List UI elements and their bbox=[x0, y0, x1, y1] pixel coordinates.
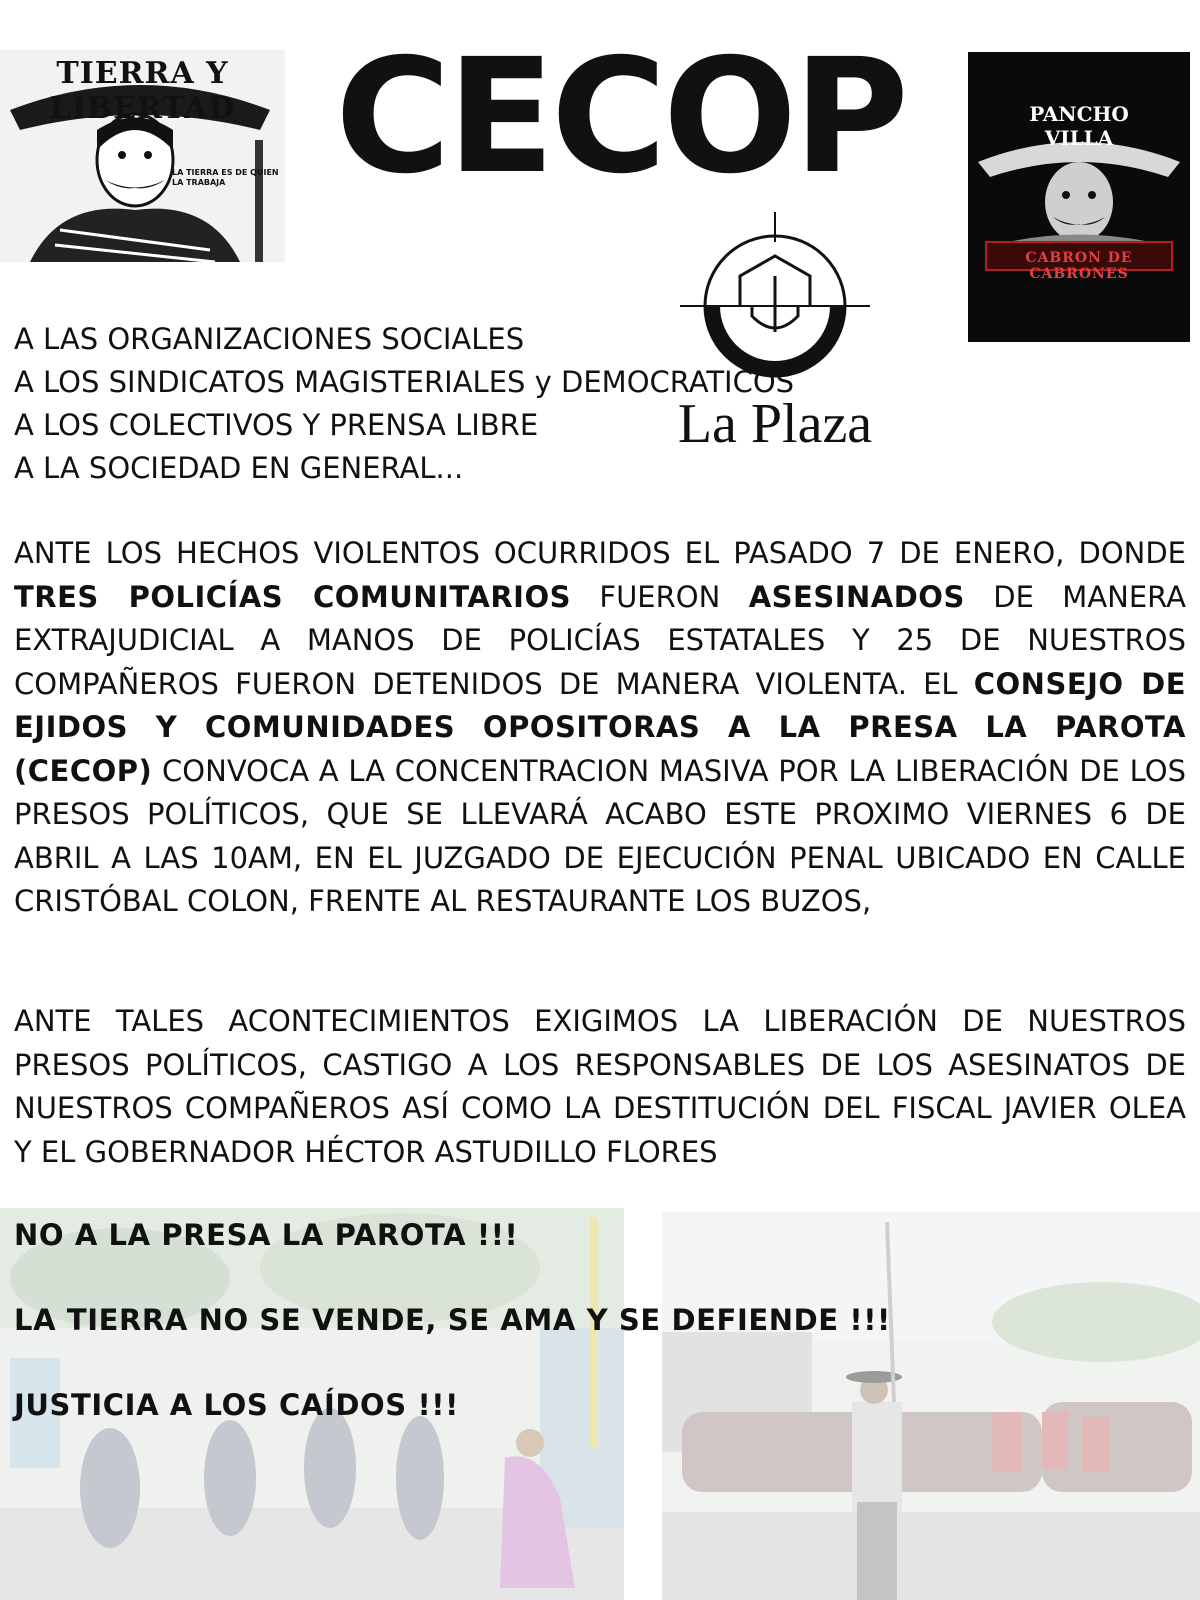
addressee-line: A LOS SINDICATOS MAGISTERIALES y DEMOCRATICOS bbox=[14, 365, 795, 399]
paragraph-text: DE MANERA EXTRAJUDICIAL A MANOS DE POLICÍAS ESTATALES Y 25 DE NUESTROS COMPAÑEROS FUERON DETENIDOS DE MANERA VIOLENTA. EL bbox=[14, 579, 1186, 701]
addressee-list bbox=[14, 318, 894, 490]
logo-banner-text: TIERRA Y LIBERTAD bbox=[49, 56, 236, 126]
paragraph-text: FUERON bbox=[570, 579, 749, 614]
addressee-line: A LAS ORGANIZACIONES SOCIALES bbox=[14, 322, 525, 356]
slogan-text: JUSTICIA A LOS CAÍDOS !!! bbox=[14, 1388, 459, 1422]
pancho-villa-logo bbox=[968, 52, 1190, 342]
highlight-text: ASESINADOS bbox=[748, 579, 965, 614]
villa-subtitle-text: CABRON DE CABRONES bbox=[1025, 250, 1133, 282]
paragraph-text: CONVOCA A LA CONCENTRACION MASIVA POR LA LIBERACIÓN DE LOS PRESOS POLÍTICOS, QUE SE LLEVARÁ ACABO ESTE PROXIMO VIERNES 6 DE ABRIL A LAS 10AM, EN EL JUZGADO DE EJECUCIÓN PENAL UBICADO EN CALLE CRISTÓBAL COLON, FRENTE AL RESTAURANTE LOS BUZOS, bbox=[14, 753, 1186, 918]
tierra-y-libertad-logo bbox=[0, 50, 285, 262]
addressee-line: A LA SOCIEDAD EN GENERAL... bbox=[14, 451, 464, 485]
highlight-text: CONSEJO DE EJIDOS Y COMUNIDADES OPOSITORAS A LA PRESA LA PAROTA (CECOP) bbox=[14, 666, 1187, 788]
slogan-text: LA TIERRA NO SE VENDE, SE AMA Y SE DEFIENDE !!! bbox=[14, 1303, 891, 1337]
paragraph-announcement bbox=[14, 532, 1186, 924]
slogan-text: NO A LA PRESA LA PAROTA !!! bbox=[14, 1218, 519, 1252]
logo-caption-text: LA TIERRA ES DE QUIEN LA TRABAJA bbox=[172, 168, 279, 187]
protest-photo-right bbox=[662, 1212, 1200, 1600]
highlight-text: TRES POLICÍAS COMUNITARIOS bbox=[14, 579, 571, 614]
paragraph-demands: ANTE TALES ACONTECIMIENTOS EXIGIMOS LA LIBERACIÓN DE NUESTROS PRESOS POLÍTICOS, CASTIGO A LOS RESPONSABLES DE LOS ASESINATOS DE NUESTROS COMPAÑEROS ASÍ COMO LA DESTITUCIÓN DEL FISCAL JAVIER OLEA Y EL GOBERNADOR HÉCTOR ASTUDILLO FLORES bbox=[14, 1004, 1186, 1169]
crowd-scene-image bbox=[662, 1212, 1200, 1600]
la-plaza-label: La Plaza bbox=[677, 393, 873, 455]
villa-title-text: PANCHO VILLA bbox=[1029, 102, 1129, 150]
paragraph-text: ANTE LOS HECHOS VIOLENTOS OCURRIDOS EL PASADO 7 DE ENERO, DONDE bbox=[14, 536, 1186, 570]
villa-portrait-icon bbox=[968, 52, 1190, 342]
addressee-line: A LOS COLECTIVOS Y PRENSA LIBRE bbox=[14, 408, 539, 442]
page-title: CECOP bbox=[335, 25, 905, 209]
